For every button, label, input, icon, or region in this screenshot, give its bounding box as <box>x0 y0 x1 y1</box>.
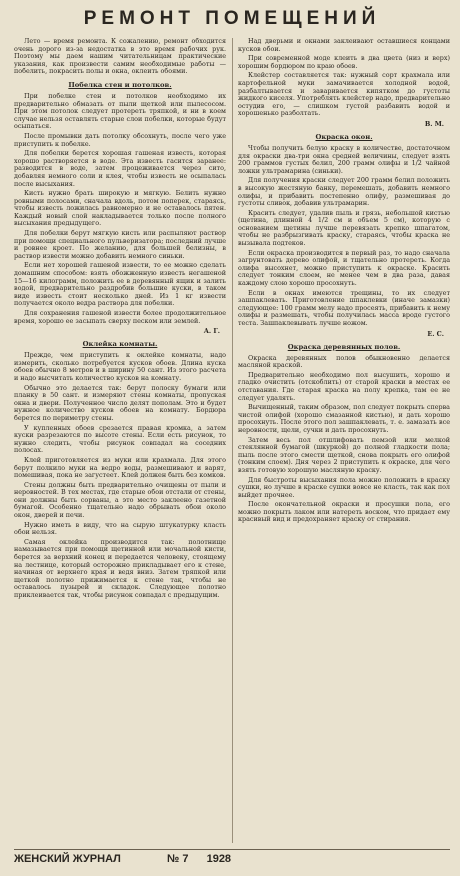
article-paragraph: Если окраска производится в первый раз, то надо сначала загрунтовать дерево олифой, и тщательно протереть. Когда олифа высохнет, можно приступить к окраске. Красить следует тонким слоем, не менее чем в два раза, давая каждому слою хорошо просохнуть. <box>238 248 450 288</box>
intro-paragraph: Лето — время ремонта. К сожалению, ремонт обходится очень дорого из-за недостатка в это время рабочих рук. Поэтому мы даем нашим читательницам практические указания, как произвести самим необходимые работы — побелить, покрасить полы и окна, оклеить обоями. <box>14 38 226 76</box>
section-heading: Побелка стен и потолков. <box>68 80 172 89</box>
article-paragraph: Если нет хорошей гашеной извести, то ее можно сделать домашним способом: взять обожженную известь негашеной 15—16 килограмм, положить ее в деревянный ящик и залить водой, предварительно раздробив большие куски, в таком виде известь стоит несколько дней. Из 1 кг извести получается около ведра раствора для побелки. <box>14 261 226 308</box>
article-paragraph: Предварительно необходимо пол высушить, хорошо и гладко очистить (отскоблить) от старой краски в местах ее отставания. Где старая краска на полу крепка, там ее не следует удалять. <box>238 370 450 402</box>
intro-paragraph: Над дверьми и окнами заклеивают оставшиеся концами кусков обои. <box>238 38 450 53</box>
article-paragraph: Затем весь пол отшлифовать пемзой или мелкой стеклянной бумагой (шкуркой) до полной гладкости пола; пыль после этого смести щеткой, снова покрыть его олифой (тонким слоем). Дня через 2 приступить к окраске, для чего взять готовую хорошую масляную краску. <box>238 435 450 474</box>
article-paragraph: После промывки дать потолку обсохнуть, после чего уже приступить к побелке. <box>14 131 226 148</box>
article-paragraph: У купленных обоев срезается правая кромка, а затем куски разрезаются по высоте стены. Если есть рисунок, то нужно следить, чтобы рисунок совпадал на соседних полосах. <box>14 423 226 455</box>
article-paragraph: Клейстер составляется так: нужный сорт крахмала или картофельной муки замачивается холодной водой, разбалтывается и заваривается кипятком до густоты жидкого киселя. Употреблять клейстер надо, предварительно остудив его, — слишком густой разбавить водой и хорошенько разболтать. <box>238 71 450 118</box>
issue-year: 1928 <box>206 853 232 865</box>
article-paragraph: Стены должны быть предварительно очищены от пыли и неровностей. В тех местах, где старые обои отстали от стены, они должны быть сорваны, а это место заклеено газетной бумагой. Особенно тщательно надо обрывать обои около окон, дверей и печи. <box>14 480 226 520</box>
article-paragraph: Чтобы получить белую краску в количестве, достаточном для окраски два-три окна средней величины, следует взять 200 граммов густых белил, 200 грамм олифы и 1/2 чайной ложки ультрамарина (синьки). <box>238 143 450 175</box>
article-paragraph: Прежде, чем приступить к оклейке комнаты, надо измерить, сколько потребуется кусков обоев. Длина куска обоев обычно 8 метров и в ширину 50 сант. Из этого расчета и надо высчитать количество кусков на комнату. <box>14 351 226 382</box>
left-column <box>14 38 226 843</box>
article-paragraph: Вычищенный, таким образом, пол следует покрыть сперва чистой олифой (хорошо смазанной кистью), и дать хорошо просохнуть. После этого пол зашпаклевать, т. е. замазать все неровности, щели, сучки и дать просохнуть. <box>238 403 450 434</box>
article-paragraph: Кисть нужно брать широкую и мягкую. Белить нужно ровными полосами, сначала вдоль, потом поперек, стараясь, чтобы известь ложилась равномерно и не оставалось пятен. Каждый новый слой накладывается только после полного высыхания предыдущего. <box>14 189 226 228</box>
article-paragraph: Для побелки берется хорошая гашеная известь, которая хорошо растворяется в воде. Эта известь гасится заранее: разводится в воде, затем процеживается через сито, добавляя немного соли и клея, чтобы известь не осыпалась после высыхания. <box>14 149 226 188</box>
article-paragraph: Если в окнах имеются трещины, то их следует зашпаклевать. Приготовление шпаклевки (иначе замазки) следующее: 100 грамм мелу надо просеять, прибавить к нему олифы и размешать, чтобы получилась масса вроде густого теста. Зашпаклевывать лучше ножом. <box>238 288 450 327</box>
article-paragraph: После окончательной окраски и просушки пола, его можно покрыть лаком или натереть воском, что придает ему красивый вид и предохраняет краску от стирания. <box>238 500 450 524</box>
article-paragraph: Самая оклейка производится так: полотнище намазывается при помощи щетинной или мочальной кисти, берется за верхний конец и передается человеку, стоящему на лестнице, который осторожно прикладывает его к стене, начиная от верхнего края и ведя вниз. Затем тряпкой или щеткой полотно прижимается к стене так, чтобы не оставалось пузырей и складок. Следующее полотно приклеивается так, чтобы рисунок совпадал с предыдущим. <box>14 537 226 599</box>
right-column <box>238 38 450 843</box>
intro-paragraph: При современной моде клеить в два цвета (низ и верх) хорошим бордюром по краю обоев. <box>238 54 450 70</box>
article-paragraph: Нужно иметь в виду, что на сырую штукатурку класть обои нельзя. <box>14 520 226 537</box>
article-paragraph: Для побелки берут мягкую кисть или распыляют раствор при помощи специального пульверизатора; последний лучше и ровнее кроет. По желанию, для большей белизны, в раствор извести можно добавить немного синьки. <box>14 229 226 260</box>
section-heading: Окраска деревянных полов. <box>287 342 401 351</box>
issue-number: № 7 <box>167 853 189 865</box>
article-paragraph: Для быстроты высыхания пола можно положить в краску сушки, но лучше в краске сушки вовсе не класть, так как пол выйдет прочнее. <box>238 475 450 499</box>
article-paragraph: Клей приготовляется из муки или крахмала. Для этого берут полкило муки на ведро воды, размешивают и варят, помешивая, пока не загустеет. Клей должен быть без комков. <box>14 455 226 480</box>
article-paragraph: Обычно это делается так: берут полоску бумаги или планку в 50 сант. и измеряют стены комнаты, пропуская окна и двери. Полученное число делят пополам. Это и будет нужное количество кусков обоев на комнату. Бордюра берется по периметру стены. <box>14 383 226 422</box>
page-title: РЕМОНТ ПОМЕЩЕНИЙ <box>83 8 381 29</box>
article-paragraph: Для получения краски следует 200 грамм белил положить в высокую жестяную банку, перемешать, добавить немного олифы, и прибавить постепенно олифу, размешивая до густоты сливок, добавив ультрамарин. <box>238 176 450 208</box>
article-paragraph: Окраска деревянных полов обыкновенно делается масляной краской. <box>238 353 450 370</box>
author-signature: Е. С. <box>427 329 444 338</box>
page-footer <box>14 849 450 868</box>
magazine-page <box>14 6 450 868</box>
author-signature: А. Г. <box>203 327 220 336</box>
section-heading: Оклейка комнаты. <box>82 340 158 349</box>
section-heading: Окраска окон. <box>315 132 373 141</box>
article-paragraph: Красить следует, удалив пыль и грязь, небольшой кистью (щетина, длинной 4 1/2 см и объем 5 см), которую с основанием щетины лучше перевязать крепко шпагатом, чтобы не разбрызгивать краску, стараясь, чтобы краска не вызывала подтеков. <box>238 208 450 248</box>
author-signature: В. М. <box>424 119 444 128</box>
article-paragraph: При побелке стен и потолков необходимо их предварительно обмазать от пыли щеткой или пылесосом. При этом потолок следует протереть тряпкой, и ни в коем случае нельзя оставлять старые слои побелки, которые будут осыпаться. <box>14 91 226 131</box>
magazine-name: ЖЕНСКИЙ ЖУРНАЛ <box>14 853 121 865</box>
article-paragraph: Для сохранения гашеной извести более продолжительное время, хорошо ее засыпать сверху песком или землей. <box>14 309 226 325</box>
column-divider <box>232 38 233 843</box>
